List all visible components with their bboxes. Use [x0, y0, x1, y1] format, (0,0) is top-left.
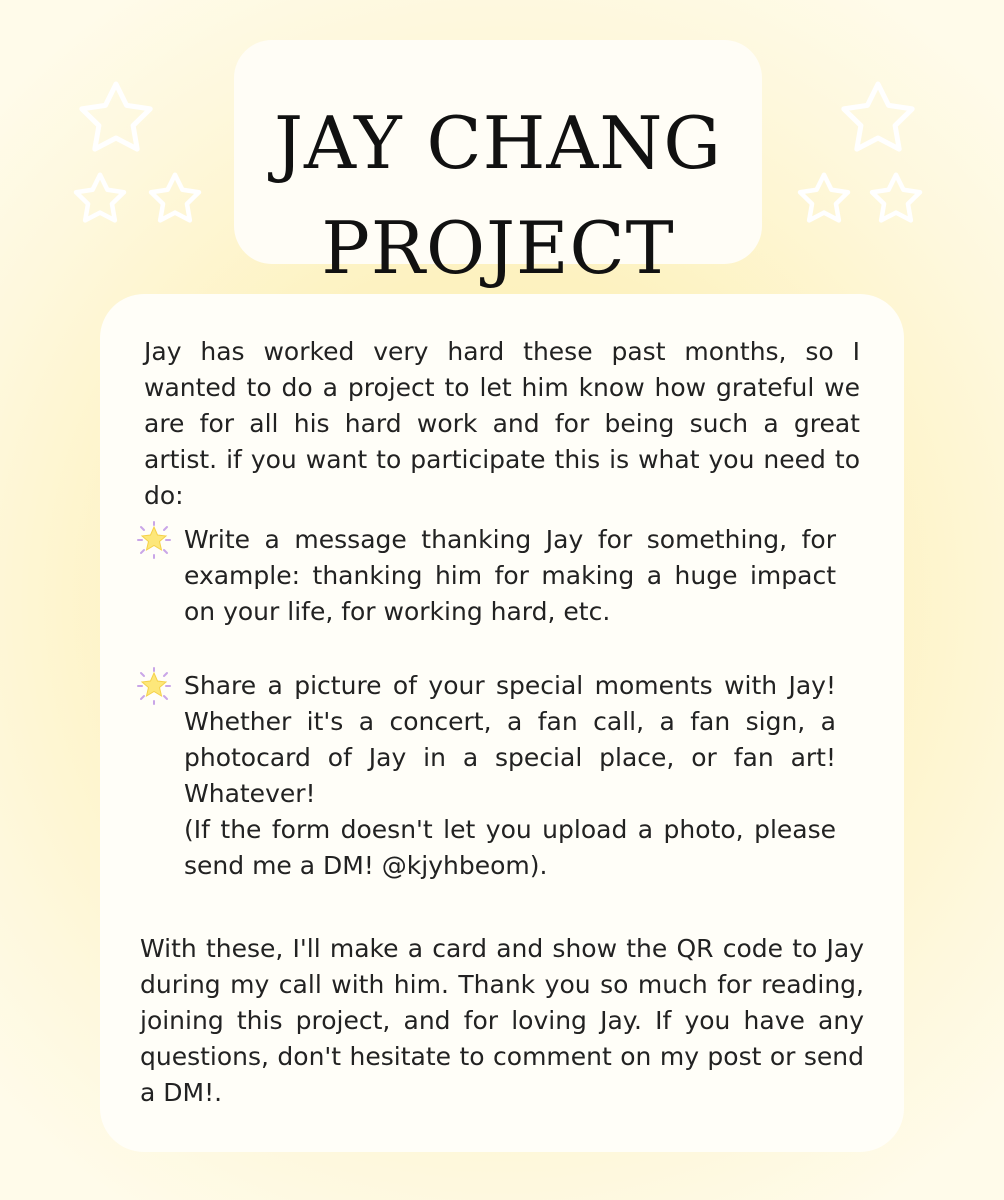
page-title-line-1: JAY CHANG [274, 101, 722, 185]
intro-paragraph: Jay has worked very hard these past months, so I wanted to do a project to let him know how grateful we are for all his hard work and for being such a great artist. if you want to participate this is what you need to do: [144, 337, 860, 510]
star-icon [796, 172, 852, 228]
star-icon [868, 172, 924, 228]
page-title-line-2: PROJECT [321, 206, 675, 290]
bullet-item-picture-note: (If the form doesn't let you upload a photo, please send me a DM! @kjyhbeom). [184, 815, 836, 880]
star-icon [76, 80, 156, 160]
bullet-item-message: Write a message thanking Jay for something, for example: thanking him for making a huge impact on your life, for working hard, etc. [184, 525, 836, 626]
sparkle-star-icon [134, 520, 174, 560]
outro-paragraph: With these, I'll make a card and show the QR code to Jay during my call with him. Thank you so much for reading, joining this project, and for loving Jay. If you have any questions, don't hesitate to comment on my post or send a DM!. [140, 934, 864, 1107]
bullet-item-picture: Share a picture of your special moments with Jay! Whether it's a concert, a fan call, a fan sign, a photocard of Jay in a special place, or fan art! Whatever! [184, 671, 836, 808]
sparkle-star-icon [134, 666, 174, 706]
star-icon [147, 172, 203, 228]
title-box [234, 40, 762, 290]
star-icon [838, 80, 918, 160]
star-icon [72, 172, 128, 228]
